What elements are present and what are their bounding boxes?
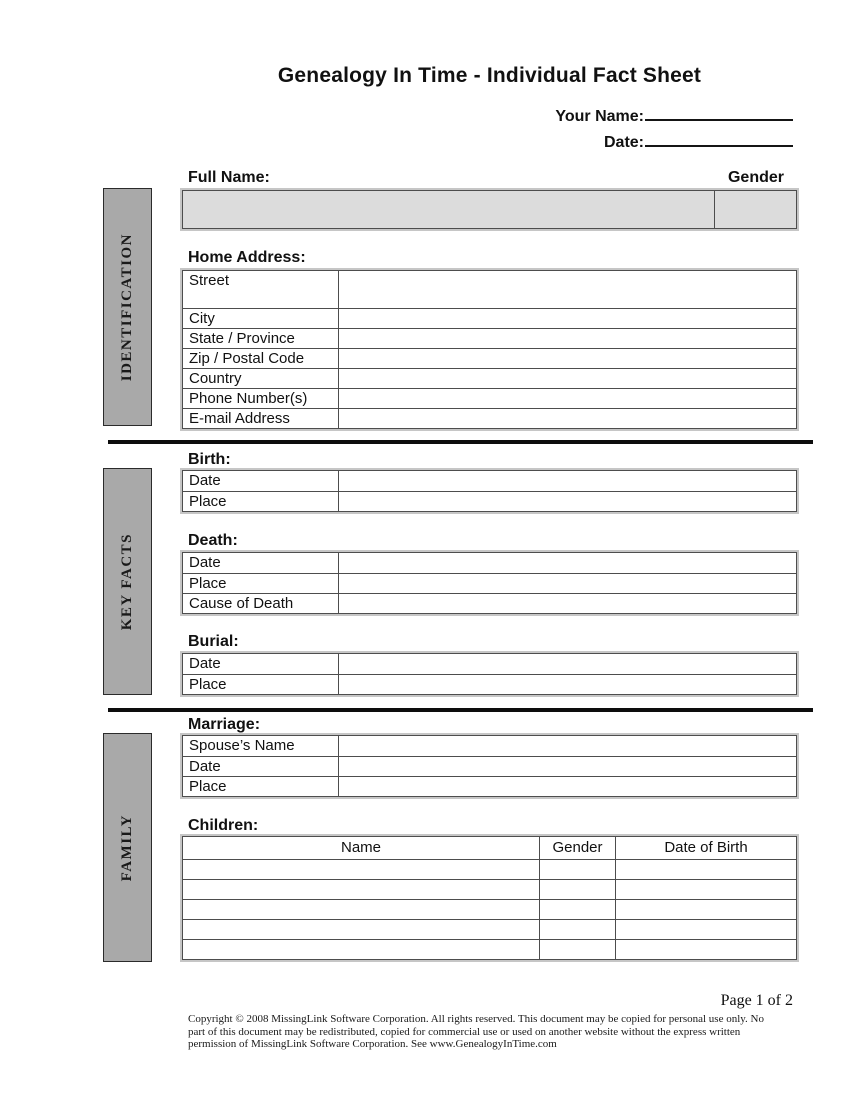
child-gender-field[interactable]: [539, 900, 615, 919]
table-row: [183, 491, 796, 511]
marriage-date-field[interactable]: [339, 757, 796, 776]
column-header-gender: Gender: [539, 837, 615, 859]
date-row: [555, 132, 793, 158]
child-name-field[interactable]: [183, 920, 539, 939]
page-number: Page 1 of 2: [720, 992, 793, 1009]
child-dob-field[interactable]: [615, 940, 796, 959]
burial-date-field[interactable]: [339, 654, 796, 674]
child-gender-field[interactable]: [539, 860, 615, 879]
full-name-box: [182, 190, 797, 229]
copyright-line: part of this document may be redistributed, copied for commercial use or used on another website without the express written: [188, 1025, 741, 1038]
table-row: [183, 368, 796, 388]
table-row: [183, 674, 796, 694]
table-row: [183, 271, 796, 308]
date-field[interactable]: [645, 132, 793, 147]
row-label: Place: [183, 574, 339, 593]
home-address-table: [182, 270, 797, 429]
table-row: [183, 654, 796, 674]
child-name-field[interactable]: [183, 940, 539, 959]
children-heading: Children:: [188, 817, 259, 834]
section-divider: [108, 440, 813, 444]
child-gender-field[interactable]: [539, 880, 615, 899]
birth-heading: Birth:: [188, 451, 231, 468]
row-label: Spouse’s Name: [183, 736, 339, 756]
tab-key-facts-label: KEY FACTS: [119, 532, 135, 631]
burial-heading: Burial:: [188, 633, 239, 650]
child-gender-field[interactable]: [539, 920, 615, 939]
children-row: [183, 919, 796, 939]
row-label: Zip / Postal Code: [183, 349, 339, 368]
tab-family: [103, 733, 152, 962]
page-title: Genealogy In Time - Individual Fact Sheet: [277, 64, 702, 87]
row-label: Date: [183, 471, 339, 491]
table-row: [183, 756, 796, 776]
gender-label: Gender: [727, 169, 784, 186]
child-name-field[interactable]: [183, 900, 539, 919]
full-name-field[interactable]: [183, 191, 714, 228]
birth-place-field[interactable]: [339, 492, 796, 511]
copyright-notice: [188, 1013, 788, 1051]
section-divider: [108, 708, 813, 712]
zip-postal-field[interactable]: [339, 349, 796, 368]
death-table: [182, 552, 797, 614]
death-date-field[interactable]: [339, 553, 796, 573]
birth-table: [182, 470, 797, 512]
table-row: [183, 553, 796, 573]
row-label: City: [183, 309, 339, 328]
children-header-row: [183, 837, 796, 859]
date-label: Date:: [603, 134, 644, 151]
header-name-block: [555, 106, 793, 158]
child-dob-field[interactable]: [615, 900, 796, 919]
marriage-place-field[interactable]: [339, 777, 796, 796]
death-heading: Death:: [188, 532, 238, 549]
child-dob-field[interactable]: [615, 920, 796, 939]
table-row: [183, 408, 796, 428]
table-row: [183, 328, 796, 348]
table-row: [183, 388, 796, 408]
tab-family-label: FAMILY: [119, 813, 135, 882]
child-name-field[interactable]: [183, 880, 539, 899]
country-field[interactable]: [339, 369, 796, 388]
child-dob-field[interactable]: [615, 880, 796, 899]
tab-identification-label: IDENTIFICATION: [119, 232, 135, 382]
table-row: [183, 593, 796, 613]
city-field[interactable]: [339, 309, 796, 328]
row-label: E-mail Address: [183, 409, 339, 428]
child-dob-field[interactable]: [615, 860, 796, 879]
child-gender-field[interactable]: [539, 940, 615, 959]
row-label: Date: [183, 654, 339, 674]
gender-field[interactable]: [714, 191, 796, 228]
children-row: [183, 939, 796, 959]
table-row: [183, 471, 796, 491]
column-header-date-of-birth: Date of Birth: [615, 837, 796, 859]
birth-date-field[interactable]: [339, 471, 796, 491]
table-row: [183, 308, 796, 328]
fullname-gender-heading-row: [182, 169, 797, 187]
table-row: [183, 736, 796, 756]
tab-key-facts: [103, 468, 152, 695]
table-row: [183, 776, 796, 796]
row-label: Phone Number(s): [183, 389, 339, 408]
marriage-table: [182, 735, 797, 797]
children-row: [183, 859, 796, 879]
your-name-field[interactable]: [645, 106, 793, 121]
phone-field[interactable]: [339, 389, 796, 408]
column-header-name: Name: [340, 839, 381, 856]
children-table: [182, 836, 797, 960]
email-field[interactable]: [339, 409, 796, 428]
spouse-name-field[interactable]: [339, 736, 796, 756]
full-name-label: Full Name:: [188, 169, 270, 186]
your-name-label: Your Name:: [555, 108, 644, 125]
row-label: Country: [183, 369, 339, 388]
row-label: Street: [183, 271, 339, 308]
copyright-line: permission of MissingLink Software Corporation. See www.GenealogyInTime.com: [188, 1038, 557, 1050]
row-label: Place: [183, 777, 339, 796]
children-row: [183, 879, 796, 899]
state-province-field[interactable]: [339, 329, 796, 348]
row-label: Date: [183, 553, 339, 573]
death-place-field[interactable]: [339, 574, 796, 593]
cause-of-death-field[interactable]: [339, 594, 796, 613]
children-row: [183, 899, 796, 919]
table-row: [183, 348, 796, 368]
home-address-heading: Home Address:: [188, 249, 306, 266]
copyright-line: Copyright © 2008 MissingLink Software Corporation. All rights reserved. This document may be copied for personal use only. No: [188, 1013, 764, 1025]
row-label: Place: [183, 492, 339, 511]
burial-place-field[interactable]: [339, 675, 796, 694]
street-field[interactable]: [339, 271, 796, 308]
row-label: State / Province: [183, 329, 339, 348]
child-name-field[interactable]: [183, 860, 539, 879]
row-label: Date: [183, 757, 339, 776]
your-name-row: [555, 106, 793, 132]
tab-identification: [103, 188, 152, 426]
table-row: [183, 573, 796, 593]
burial-table: [182, 653, 797, 695]
row-label: Cause of Death: [183, 594, 339, 613]
row-label: Place: [183, 675, 339, 694]
marriage-heading: Marriage:: [188, 716, 261, 733]
